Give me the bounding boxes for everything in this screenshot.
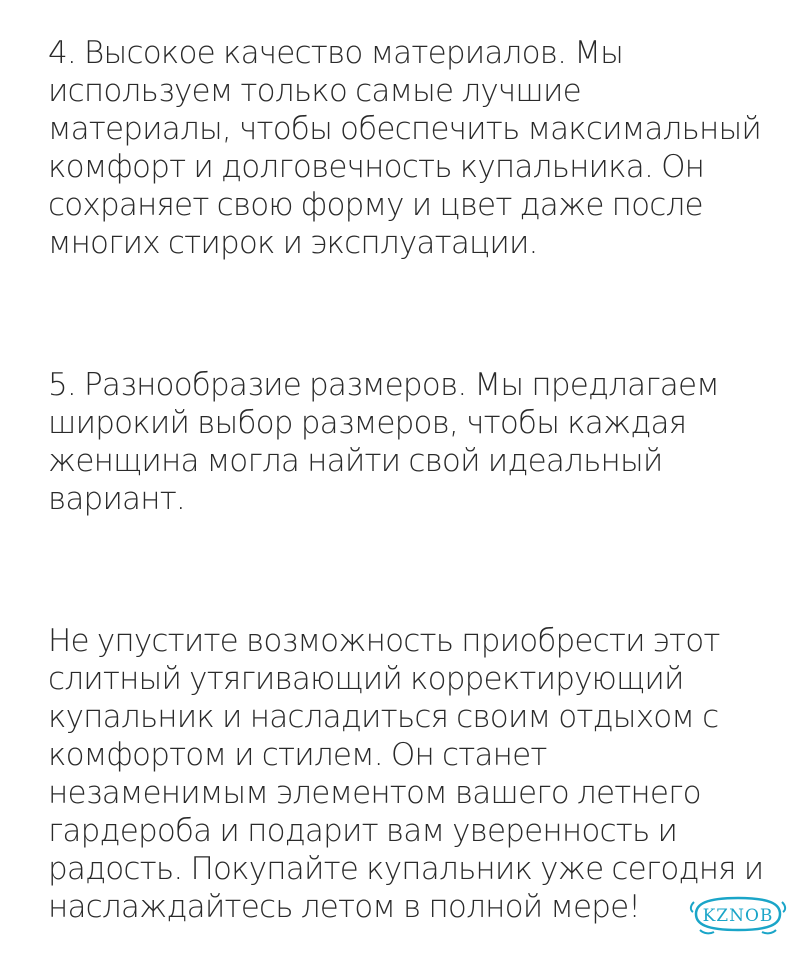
watermark-text: KZNOB bbox=[702, 906, 774, 926]
watermark-badge-icon bbox=[686, 890, 790, 938]
watermark-logo bbox=[686, 890, 790, 938]
paragraph-quality: 4. Высокое качество материалов. Мы используем только самые лучшие материалы, чтобы обеспечить максимальный комфорт и долговечность купальника. Он сохраняет свою форму и цвет даже после многих стирок и эксплуатации. bbox=[48, 35, 762, 261]
description-text-block bbox=[48, 34, 778, 926]
paragraph-call-to-action: Не упустите возможность приобрести этот слитный утягивающий корректирующий купальник и насладиться своим отдыхом с комфортом и стилем. Он станет незаменимым элементом вашего летнего гардероба и подарит вам уверенность и радость. Покупайте купальник уже сегодня и наслаждайтесь летом в полной мере! bbox=[48, 623, 764, 925]
paragraph-sizes: 5. Разнообразие размеров. Мы предлагаем широкий выбор размеров, чтобы каждая женщина могла найти свой идеальный вариант. bbox=[48, 367, 719, 517]
